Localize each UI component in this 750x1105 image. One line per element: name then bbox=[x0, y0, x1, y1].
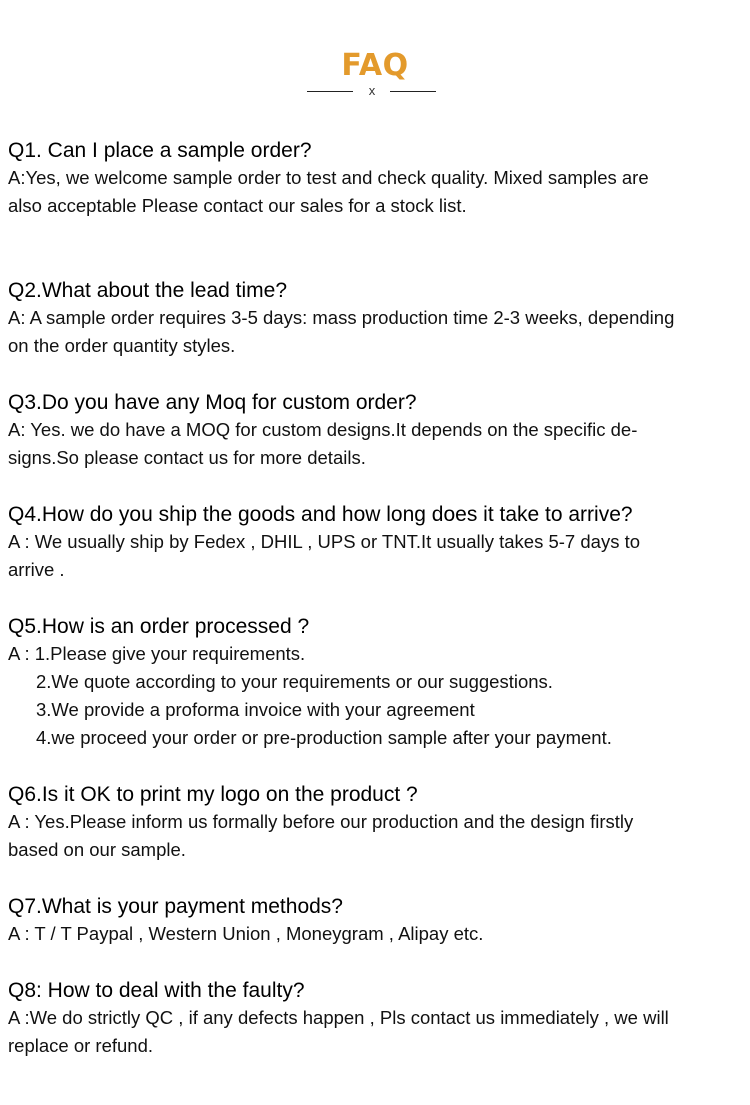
title-divider-right bbox=[390, 91, 436, 92]
answer-line: A:Yes, we welcome sample order to test and check quality. Mixed samples are bbox=[8, 167, 649, 188]
faq-question-7: Q7.What is your payment methods? bbox=[8, 895, 343, 918]
faq-question-3: Q3.Do you have any Moq for custom order? bbox=[8, 391, 417, 414]
faq-answer-5 bbox=[8, 640, 738, 752]
faq-answer-1 bbox=[8, 164, 738, 220]
title-divider-left bbox=[307, 91, 353, 92]
answer-line: arrive . bbox=[8, 559, 65, 580]
faq-answer-2 bbox=[8, 304, 738, 360]
answer-line: 4.we proceed your order or pre-production sample after your payment. bbox=[36, 727, 612, 748]
faq-question-1: Q1. Can I place a sample order? bbox=[8, 139, 312, 162]
faq-question-2: Q2.What about the lead time? bbox=[8, 279, 287, 302]
faq-item-2 bbox=[8, 278, 738, 360]
answer-line: A :We do strictly QC , if any defects happen , Pls contact us immediately , we will bbox=[8, 1007, 669, 1028]
answer-line: replace or refund. bbox=[8, 1035, 154, 1056]
answer-line: 2.We quote according to your requirements or our suggestions. bbox=[36, 671, 553, 692]
faq-header bbox=[0, 46, 750, 98]
answer-line: A: Yes. we do have a MOQ for custom designs.It depends on the specific de- bbox=[8, 419, 638, 440]
page-title: FAQ bbox=[341, 48, 409, 83]
faq-answer-6 bbox=[8, 808, 738, 864]
faq-item-7 bbox=[8, 894, 738, 948]
answer-line: based on our sample. bbox=[8, 839, 186, 860]
answer-line: 3.We provide a proforma invoice with your agreement bbox=[36, 699, 475, 720]
faq-item-1 bbox=[8, 138, 738, 220]
faq-answer-3 bbox=[8, 416, 738, 472]
answer-line: signs.So please contact us for more details. bbox=[8, 447, 366, 468]
faq-item-8 bbox=[8, 978, 738, 1060]
faq-question-4: Q4.How do you ship the goods and how long does it take to arrive? bbox=[8, 503, 633, 526]
answer-line: on the order quantity styles. bbox=[8, 335, 236, 356]
faq-item-4 bbox=[8, 502, 738, 584]
faq-question-5: Q5.How is an order processed ? bbox=[8, 615, 310, 638]
answer-line: A : We usually ship by Fedex , DHIL , UPS or TNT.It usually takes 5-7 days to bbox=[8, 531, 641, 552]
faq-question-6: Q6.Is it OK to print my logo on the product ? bbox=[8, 783, 418, 806]
faq-answer-8 bbox=[8, 1004, 738, 1060]
title-divider-mark: x bbox=[368, 83, 376, 98]
answer-line: A: A sample order requires 3-5 days: mass production time 2-3 weeks, depending bbox=[8, 307, 675, 328]
answer-line: also acceptable Please contact our sales for a stock list. bbox=[8, 195, 467, 216]
answer-line: A : Yes.Please inform us formally before our production and the design firstly bbox=[8, 811, 634, 832]
faq-item-6 bbox=[8, 782, 738, 864]
faq-item-3 bbox=[8, 390, 738, 472]
faq-item-5 bbox=[8, 614, 738, 752]
answer-line: A : 1.Please give your requirements. bbox=[8, 643, 306, 664]
answer-line: A : T / T Paypal , Western Union , Moneygram , Alipay etc. bbox=[8, 923, 484, 944]
faq-question-8: Q8: How to deal with the faulty? bbox=[8, 979, 305, 1002]
faq-answer-7 bbox=[8, 920, 738, 948]
faq-answer-4 bbox=[8, 528, 738, 584]
